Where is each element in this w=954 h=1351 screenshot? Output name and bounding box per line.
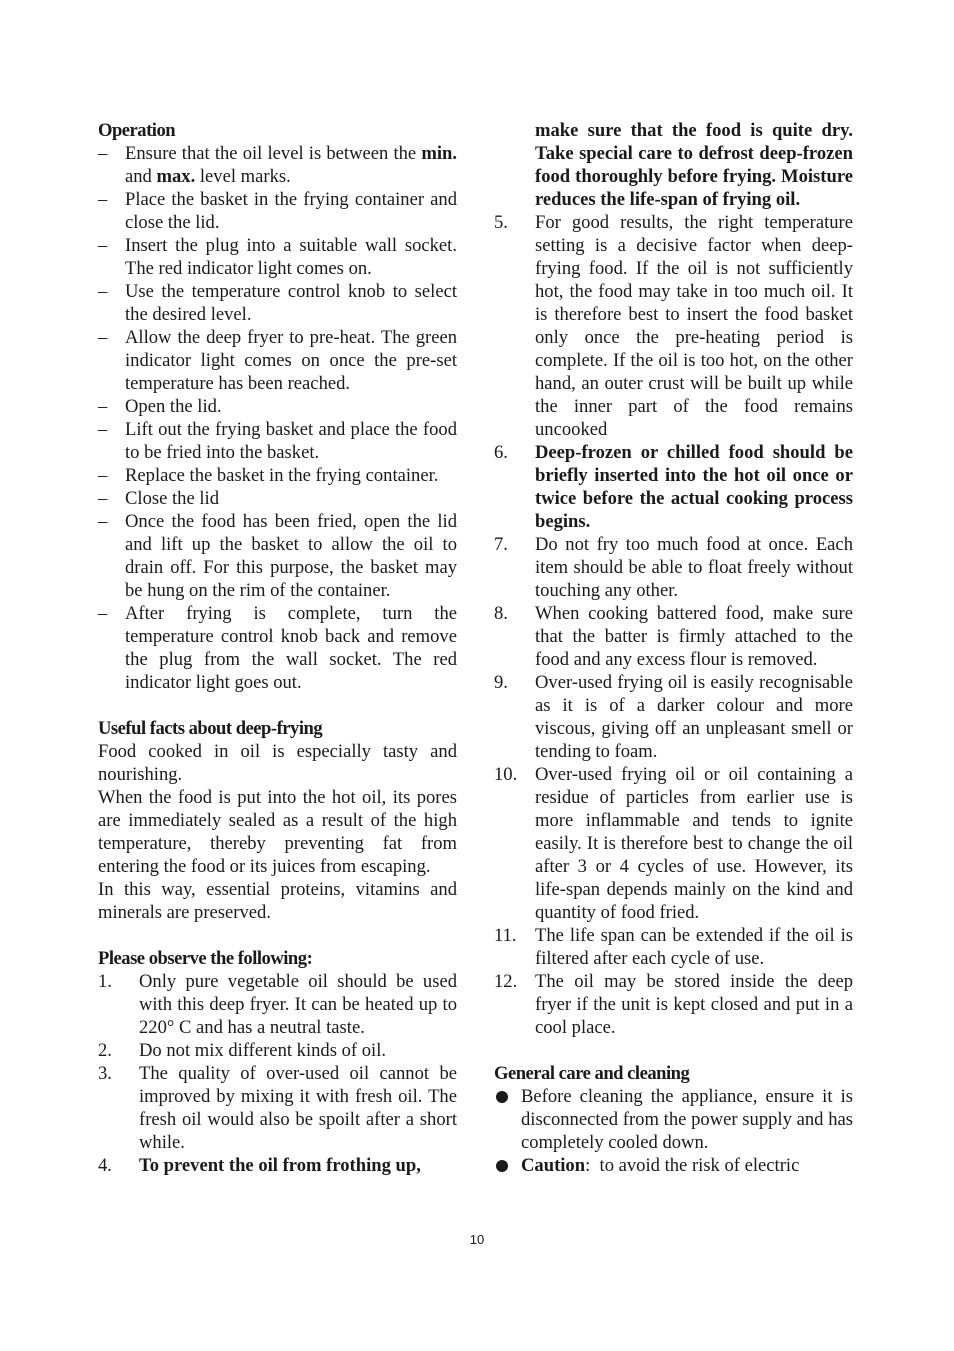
right-column [494, 119, 853, 1177]
section-gap [98, 694, 457, 717]
operation-item: – Insert the plug into a suitable wall socket. The red indicator light comes on. [98, 235, 457, 279]
dash-marker: – [98, 511, 108, 532]
dash-marker: – [98, 465, 108, 486]
observe-item: 8. When cooking battered food, make sure that the batter is firmly attached to the food and any excess flour is removed. [494, 603, 853, 670]
operation-item: – Lift out the frying basket and place the food to be fried into the basket. [98, 419, 457, 463]
useful-paragraph: In this way, essential proteins, vitamins and minerals are preserved. [98, 879, 457, 923]
dash-marker: – [98, 281, 108, 302]
care-item: Caution: to avoid the risk of electric [494, 1154, 853, 1177]
observe-item: 10. Over-used frying oil or oil containing a residue of particles from earlier use is more inflammable and tends to ignite easily. It is therefore best to change the oil after 3 or 4 cycles of use. However, its life-span depends mainly on the kind and quantity of food fried. [494, 764, 853, 923]
max-mark: max. [156, 166, 196, 187]
observe-item: 12. The oil may be stored inside the deep fryer if the unit is kept closed and put in a cool place. [494, 971, 853, 1038]
observe-item: 11. The life span can be extended if the oil is filtered after each cycle of use. [494, 925, 853, 969]
item-number: 11. [494, 925, 517, 946]
observe-item: 3. The quality of over-used oil cannot be improved by mixing it with fresh oil. The fresh oil would also be spoilt after a short while. [98, 1063, 457, 1153]
item-number: 9. [494, 672, 508, 693]
operation-item: – After frying is complete, turn the temperature control knob back and remove the plug from the wall socket. The red indicator light goes out. [98, 603, 457, 693]
page-number: 10 [469, 1232, 485, 1247]
caution-label: Caution [521, 1155, 586, 1176]
left-column [98, 119, 457, 1177]
care-heading: General care and cleaning [494, 1063, 690, 1084]
item-number: 7. [494, 534, 508, 555]
dash-marker: – [98, 488, 108, 509]
dash-marker: – [98, 235, 108, 256]
observe-item: 4. To prevent the oil from frothing up, [98, 1155, 421, 1176]
min-mark: min. [421, 143, 457, 164]
observe-item: 5. For good results, the right temperature setting is a decisive factor when deep-frying food. If the oil is not sufficiently hot, the food may take in too much oil. It is therefore best to insert the food basket only once the pre-heating period is complete. If the oil is too hot, on the other hand, an outer crust will be built up while the inner part of the food remains uncooked [494, 212, 853, 440]
operation-item: – Use the temperature control knob to select the desired level. [98, 281, 457, 325]
observe-item: 2. Do not mix different kinds of oil. [98, 1040, 387, 1061]
item-number: 3. [98, 1063, 112, 1084]
item-number: 5. [494, 212, 508, 233]
dash-marker: – [98, 603, 108, 624]
operation-item: – Place the basket in the frying container and close the lid. [98, 189, 457, 233]
observe-item: 6. Deep-frozen or chilled food should be briefly inserted into the hot oil once or twice before the actual cooking process begins. [494, 442, 853, 532]
observe-item: 9. Over-used frying oil is easily recognisable as it is of a darker colour and more viscous, giving off an unpleasant smell or tending to foam. [494, 672, 853, 762]
bullet-icon [496, 1160, 508, 1172]
observe-item: 1. Only pure vegetable oil should be used with this deep fryer. It can be heated up to 220° C and has a neutral taste. [98, 971, 457, 1038]
operation-heading: Operation [98, 120, 176, 141]
dash-marker: – [98, 143, 108, 164]
care-item: Before cleaning the appliance, ensure it is disconnected from the power supply and has completely cooled down. [494, 1085, 853, 1154]
useful-facts-heading: Useful facts about deep-frying [98, 718, 323, 739]
item-number: 6. [494, 442, 508, 463]
bullet-icon [496, 1091, 508, 1103]
item-4-continuation: make sure that the food is quite dry. Take special care to defrost deep-frozen food thoroughly before frying. Moisture reduces the life-span of frying oil. [535, 120, 853, 210]
dash-marker: – [98, 327, 108, 348]
item-number: 10. [494, 764, 518, 785]
item-number: 1. [98, 971, 112, 992]
dash-marker: – [98, 419, 108, 440]
dash-marker: – [98, 189, 108, 210]
item-number: 12. [494, 971, 518, 992]
operation-item: – Allow the deep fryer to pre-heat. The green indicator light comes on once the pre-set temperature has been reached. [98, 327, 457, 394]
operation-item: – Ensure that the oil level is between the min. and max. level marks. [98, 143, 457, 187]
observe-item: 7. Do not fry too much food at once. Each item should be able to float freely without touching any other. [494, 534, 853, 601]
dash-marker: – [98, 396, 108, 417]
section-gap [98, 924, 457, 947]
section-gap [494, 1039, 853, 1062]
item-number: 4. [98, 1155, 112, 1176]
useful-paragraph: When the food is put into the hot oil, its pores are immediately sealed as a result of the high temperature, thereby preventing fat from entering the food or its juices from escaping. [98, 787, 457, 877]
operation-item: – Once the food has been fried, open the lid and lift up the basket to allow the oil to drain off. For this purpose, the basket may be hung on the rim of the container. [98, 511, 457, 601]
item-number: 8. [494, 603, 508, 624]
operation-item: – Open the lid. [98, 396, 222, 417]
item-number: 2. [98, 1040, 112, 1061]
operation-item: – Replace the basket in the frying container. [98, 465, 439, 486]
useful-paragraph: Food cooked in oil is especially tasty and nourishing. [98, 741, 457, 785]
operation-item: – Close the lid [98, 488, 219, 509]
observe-heading: Please observe the following: [98, 948, 313, 969]
